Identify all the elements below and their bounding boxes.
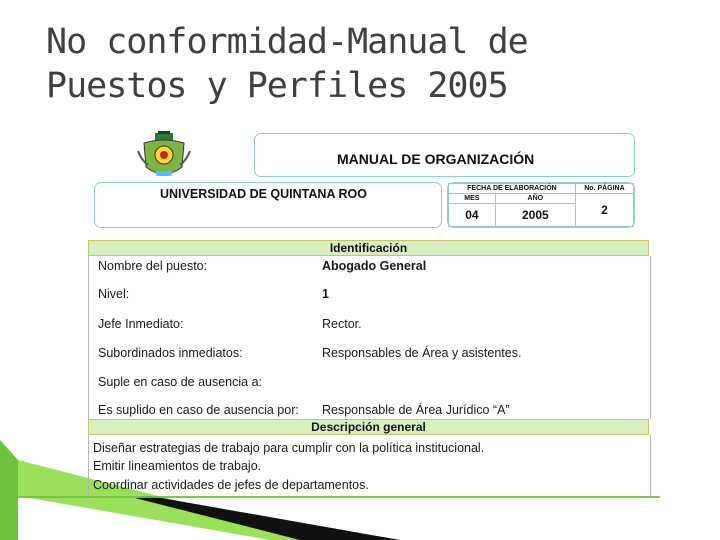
date-box	[447, 182, 635, 228]
field-value: Rector.	[322, 317, 362, 331]
field-value: 1	[322, 287, 329, 301]
descripcion-section	[88, 435, 651, 497]
descripcion-heading: Descripción general	[88, 419, 649, 435]
mes-value: 04	[449, 204, 496, 227]
university-crest-icon	[136, 131, 192, 183]
slide-title-line-2: Puestos y Perfiles 2005	[46, 66, 508, 106]
fecha-label: FECHA DE ELABORACIÓN	[449, 184, 576, 194]
identificacion-heading: Identificación	[88, 240, 649, 256]
field-row	[98, 317, 643, 333]
field-row	[98, 403, 643, 419]
mes-label: MES	[449, 194, 496, 204]
pagina-value: 2	[575, 194, 633, 227]
field-value: Responsables de Área y asistentes.	[322, 346, 522, 360]
field-row	[98, 346, 643, 362]
manual-title: MANUAL DE ORGANIZACIÓN	[337, 151, 535, 167]
anio-label: AÑO	[495, 194, 575, 204]
pagina-label: No. PÁGINA	[575, 184, 633, 194]
field-row	[98, 375, 643, 391]
field-row	[98, 287, 643, 303]
field-label: Suple en caso de ausencia a:	[98, 375, 263, 389]
field-row	[98, 259, 643, 275]
date-table	[448, 183, 634, 227]
field-label: Nivel:	[98, 287, 130, 301]
field-label: Nombre del puesto:	[98, 259, 208, 273]
field-label: Jefe Inmediato:	[98, 317, 184, 331]
university-name: UNIVERSIDAD DE QUINTANA ROO	[160, 187, 367, 201]
field-label: Subordinados inmediatos:	[98, 346, 243, 360]
field-label: Es suplido en caso de ausencia por:	[98, 403, 299, 417]
list-item: Emitir lineamientos de trabajo.	[93, 459, 262, 473]
field-value: Responsable de Área Jurídico “A”	[322, 403, 510, 417]
list-item: Diseñar estrategias de trabajo para cumplir con la política institucional.	[93, 441, 485, 455]
slide-title-line-1: No conformidad-Manual de	[46, 22, 528, 62]
list-item: Coordinar actividades de jefes de departamentos.	[93, 478, 369, 492]
manual-title-box	[254, 133, 635, 177]
anio-value: 2005	[495, 204, 575, 227]
field-value: Abogado General	[322, 259, 427, 273]
slide-title	[46, 20, 528, 108]
identificacion-section	[88, 256, 651, 419]
university-box	[94, 182, 442, 228]
